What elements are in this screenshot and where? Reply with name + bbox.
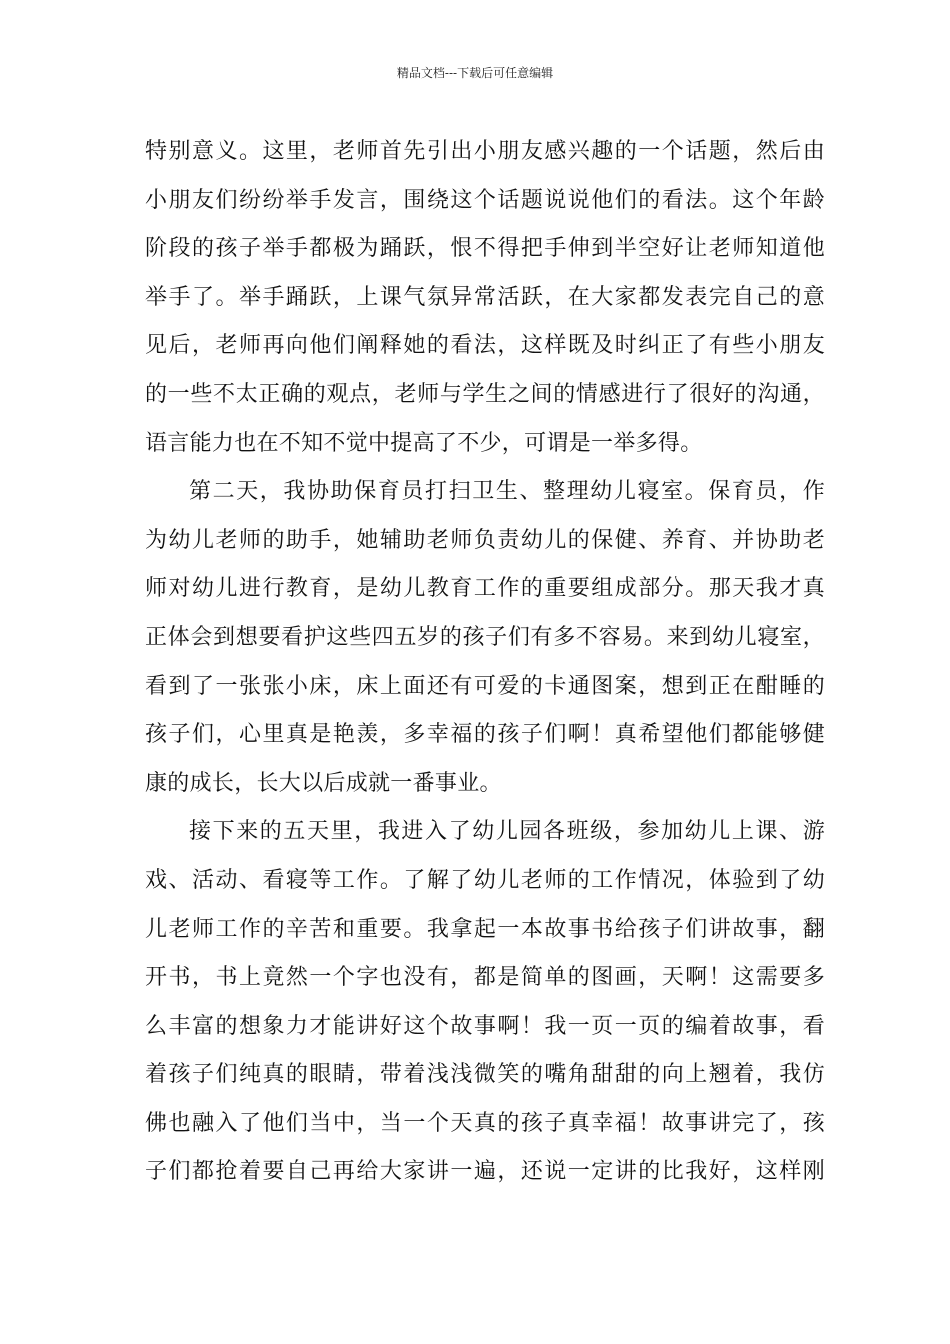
document-body — [145, 128, 825, 1197]
paragraph-start-line: 第二天，我协助保育员打扫卫生、整理幼儿寝室。保育员，作 — [189, 479, 825, 505]
text-line: 孩子们，心里真是艳羡，多幸福的孩子们啊！真希望他们都能够健 — [145, 722, 825, 748]
text-line: 戏、活动、看寝等工作。了解了幼儿老师的工作情况，体验到了幼 — [145, 867, 825, 893]
text-line: 为幼儿老师的助手，她辅助老师负责幼儿的保健、养育、并协助老 — [145, 527, 825, 553]
paragraph-start-line: 接下来的五天里，我进入了幼儿园各班级，参加幼儿上课、游 — [189, 819, 825, 845]
text-line: 阶段的孩子举手都极为踊跃，恨不得把手伸到半空好让老师知道他 — [145, 236, 825, 262]
text-line: 正体会到想要看护这些四五岁的孩子们有多不容易。来到幼儿寝室， — [145, 624, 825, 650]
text-line: 儿老师工作的辛苦和重要。我拿起一本故事书给孩子们讲故事，翻 — [145, 916, 825, 942]
text-line: 见后，老师再向他们阐释她的看法，这样既及时纠正了有些小朋友 — [145, 333, 825, 359]
text-line: 看到了一张张小床，床上面还有可爱的卡通图案，想到正在酣睡的 — [145, 673, 825, 699]
text-line: 举手了。举手踊跃，上课气氛异常活跃，在大家都发表完自己的意 — [145, 284, 825, 310]
text-line: 子们都抢着要自己再给大家讲一遍，还说一定讲的比我好，这样刚 — [145, 1159, 825, 1185]
text-line: 小朋友们纷纷举手发言，围绕这个话题说说他们的看法。这个年龄 — [145, 187, 825, 213]
text-line: 着孩子们纯真的眼睛，带着浅浅微笑的嘴角甜甜的向上翘着，我仿 — [145, 1062, 825, 1088]
text-line: 么丰富的想象力才能讲好这个故事啊！我一页一页的编着故事，看 — [145, 1013, 825, 1039]
text-line: 的一些不太正确的观点，老师与学生之间的情感进行了很好的沟通， — [145, 381, 825, 407]
text-line: 开书，书上竟然一个字也没有，都是简单的图画，天啊！这需要多 — [145, 965, 825, 991]
text-line: 特别意义。这里，老师首先引出小朋友感兴趣的一个话题，然后由 — [145, 139, 825, 164]
text-line: 语言能力也在不知不觉中提高了不少，可谓是一举多得。 — [145, 430, 703, 456]
text-line: 佛也融入了他们当中，当一个天真的孩子真幸福！故事讲完了，孩 — [145, 1110, 825, 1136]
text-line: 康的成长，长大以后成就一番事业。 — [145, 770, 502, 796]
page-header: 精品文档---下载后可任意编辑 — [396, 66, 554, 80]
text-line: 师对幼儿进行教育，是幼儿教育工作的重要组成部分。那天我才真 — [145, 576, 825, 602]
